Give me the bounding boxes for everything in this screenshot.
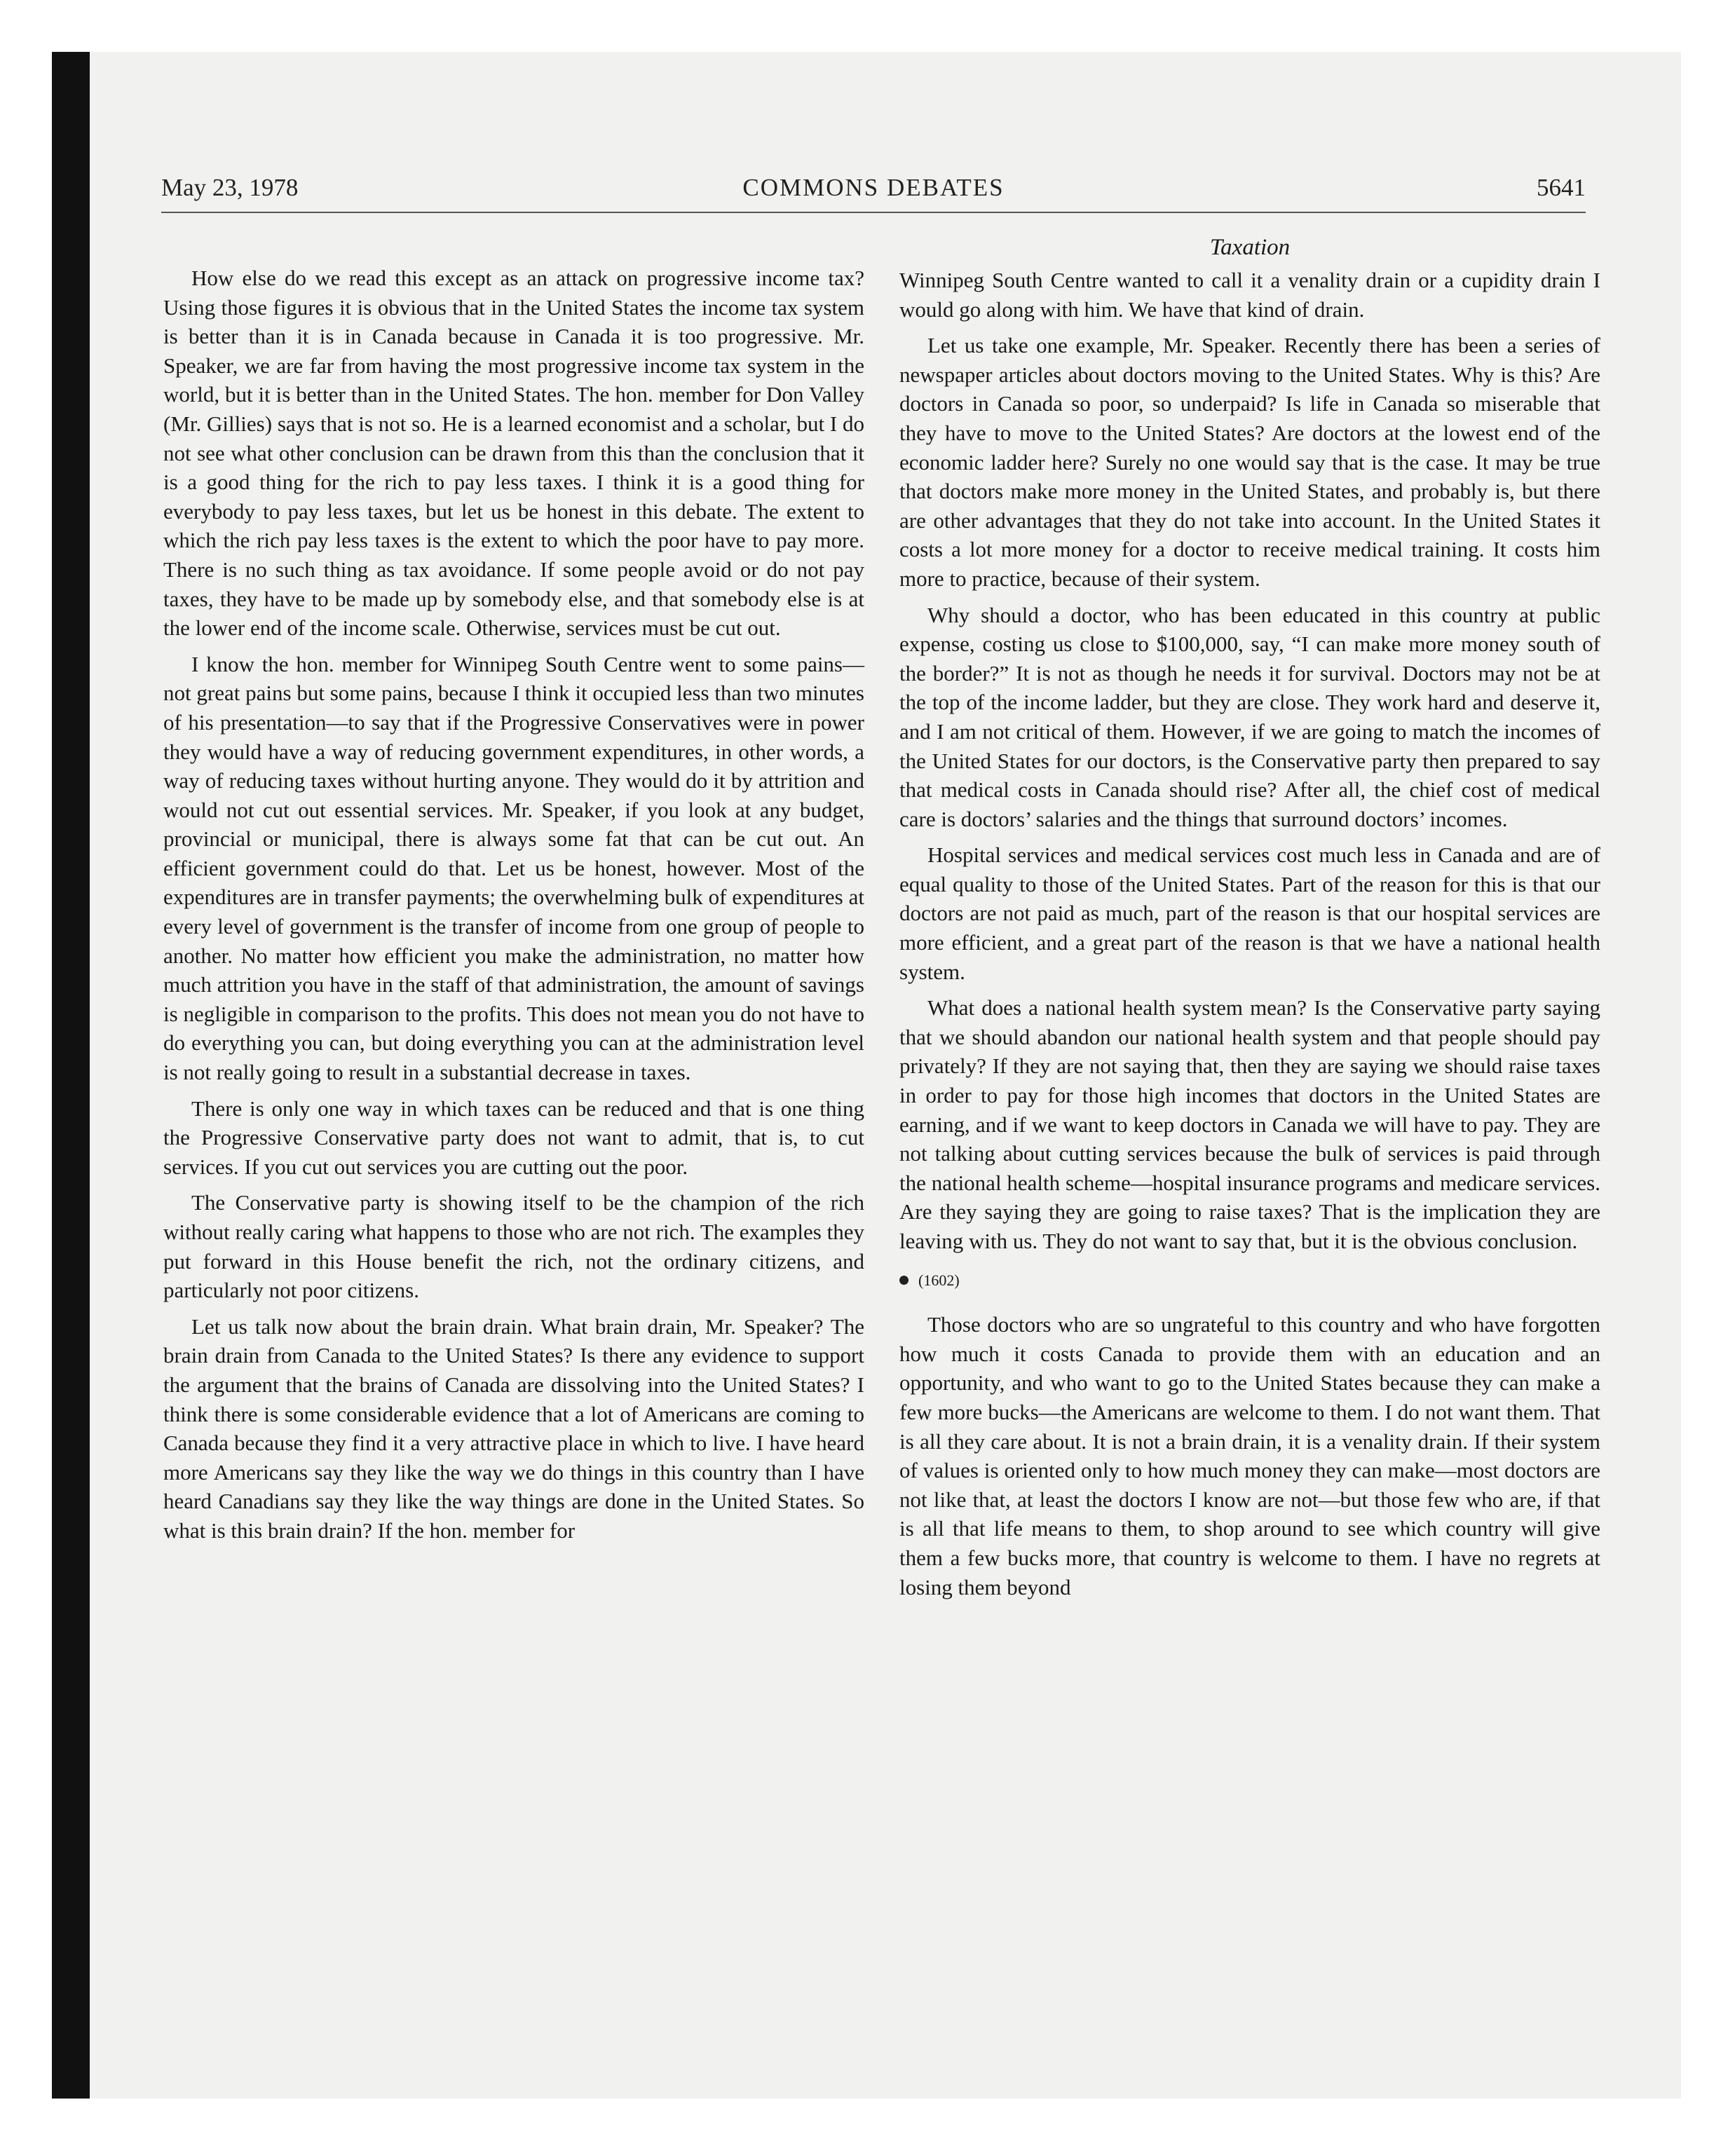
timestamp-marker	[899, 1266, 1600, 1295]
right-column	[899, 233, 1600, 1609]
paragraph: How else do we read this except as an attack on progressive income tax? Using those figures it is obvious that in the United States the income tax system is better than it is in Canada because in Canada it is too progressive. Mr. Speaker, we are far from having the most progressive income tax system in the world, but it is better than in the United States. The hon. member for Don Valley (Mr. Gillies) says that is not so. He is a learned economist and a scholar, but I do not see what other conclusion can be drawn from this than the conclusion that it is a good thing for the rich to pay less taxes. I think it is a good thing for everybody to pay less taxes, but let us be honest in this debate. The extent to which the rich pay less taxes is the extent to which the poor have to pay more. There is no such thing as tax avoidance. If some people avoid or do not pay taxes, they have to be made up by somebody else, and that somebody else is at the lower end of the income scale. Otherwise, services must be cut out.	[163, 266, 864, 641]
paragraph: I know the hon. member for Winnipeg South Centre went to some pains—not great pains but some pains, because I think it occupied less than two minutes of his presentation—to say that if the Progressive Conservatives were in power they would have a way of reducing government expenditures, in other words, a way of reducing taxes without hurting anyone. They would do it by attrition and would not cut out essential services. Mr. Speaker, if you look at any budget, provincial or municipal, there is always some fat that can be cut out. An efficient government could do that. Let us be honest, however. Most of the expenditures are in transfer payments; the overwhelming bulk of expenditures at every level of government is the transfer of income from one group of people to another. No matter how efficient you make the administration, no matter how much attrition you have in the staff of that administration, the amount of savings is negligible in comparison to the profits. This does not mean you do not have to do everything you can, but doing everything you can at the administration level is not really going to result in a substantial decrease in taxes.	[163, 651, 864, 1085]
paragraph: Hospital services and medical services cost much less in Canada and are of equal quality to those of the United States. Part of the reason for this is that our doctors are not paid as much, part of the reason is that our hospital services are more efficient, and a great part of the reason is that we have a national health system.	[899, 842, 1600, 984]
paragraph: Winnipeg South Centre wanted to call it a venality drain or a cupidity drain I would go along with him. We have that kind of drain.	[899, 268, 1600, 322]
header-date: May 23, 1978	[161, 174, 299, 201]
timestamp-text: (1602)	[918, 1271, 960, 1289]
paragraph: The Conservative party is showing itself to be the champion of the rich without really caring what happens to those who are not rich. The examples they put forward in this House benefit the rich, not the ordinary citizens, and particularly not poor citizens.	[163, 1190, 864, 1303]
paragraph: There is only one way in which taxes can be reduced and that is one thing the Progressive Conservative party does not want to admit, that is, to cut services. If you cut out services you are cutting out the poor.	[163, 1096, 864, 1179]
paragraph: Those doctors who are so ungrateful to this country and who have forgotten how much it costs Canada to provide them with an education and an opportunity, and who want to go to the United States because they can make a few more bucks—the Americans are welcome to them. I do not want them. That is all they care about. It is not a brain drain, it is a venality drain. If their system of values is oriented only to how much money they can make—most doctors are not like that, at least the doctors I know are not—but those few who are, if that is all that life means to them, to shop around to see which country will give them a few bucks more, that country is welcome to them. I have no regrets at losing them beyond	[899, 1312, 1600, 1599]
scan-edge	[52, 52, 90, 2099]
paragraph: What does a national health system mean? Is the Conservative party saying that we should abandon our national health system and that people should pay privately? If they are not saying that, then they are saying we should raise taxes in order to pay for those high incomes that doctors in the United States are earning, and if we want to keep doctors in Canada we will have to pay. They are not talking about cutting services because the bulk of services is paid through the national health scheme—hospital insurance programs and medicare services. Are they saying they are going to raise taxes? That is the implication they are leaving with us. They do not want to say that, but it is the obvious conclusion.	[899, 995, 1600, 1253]
paragraph: Let us talk now about the brain drain. What brain drain, Mr. Speaker? The brain drain from Canada to the United States? Is there any evidence to support the argument that the brains of Canada are dissolving into the United States? I think there is some considerable evidence that a lot of Americans are coming to Canada because they find it a very attractive place in which to live. I have heard more Americans say they like the way we do things in this country than I have heard Canadians say they like the way things are done in the United States. So what is this brain drain? If the hon. member for	[163, 1314, 864, 1543]
section-title: Taxation	[1209, 235, 1291, 260]
paragraph: Why should a doctor, who has been educated in this country at public expense, costing us close to $100,000, say, “I can make more money south of the border?” It is not as though he needs it for survival. Doctors may not be at the top of the income ladder, but they are close. They work hard and deserve it, and I am not critical of them. However, if we are going to match the incomes of the United States for our doctors, is the Conservative party then prepared to say that medical costs in Canada should rise? After all, the chief cost of medical care is doctors’ salaries and the things that surround doctors’ incomes.	[899, 602, 1600, 831]
paragraph: Let us take one example, Mr. Speaker. Recently there has been a series of newspaper articles about doctors moving to the United States. Why is this? Are doctors in Canada so poor, so underpaid? Is life in Canada so miserable that they have to move to the United States? Are doctors at the lowest end of the economic ladder here? Surely no one would say that is the case. It may be true that doctors make more money in the United States, and probably is, but there are other advantages that they do not take into account. In the United States it costs a lot more money for a doctor to receive medical training. It costs him more to practice, because of their system.	[899, 333, 1600, 591]
page-header	[161, 174, 1586, 213]
page-number: 5641	[1537, 174, 1586, 201]
left-column	[163, 264, 864, 1553]
header-title: COMMONS DEBATES	[742, 174, 1005, 201]
bullet-icon	[899, 1276, 909, 1285]
